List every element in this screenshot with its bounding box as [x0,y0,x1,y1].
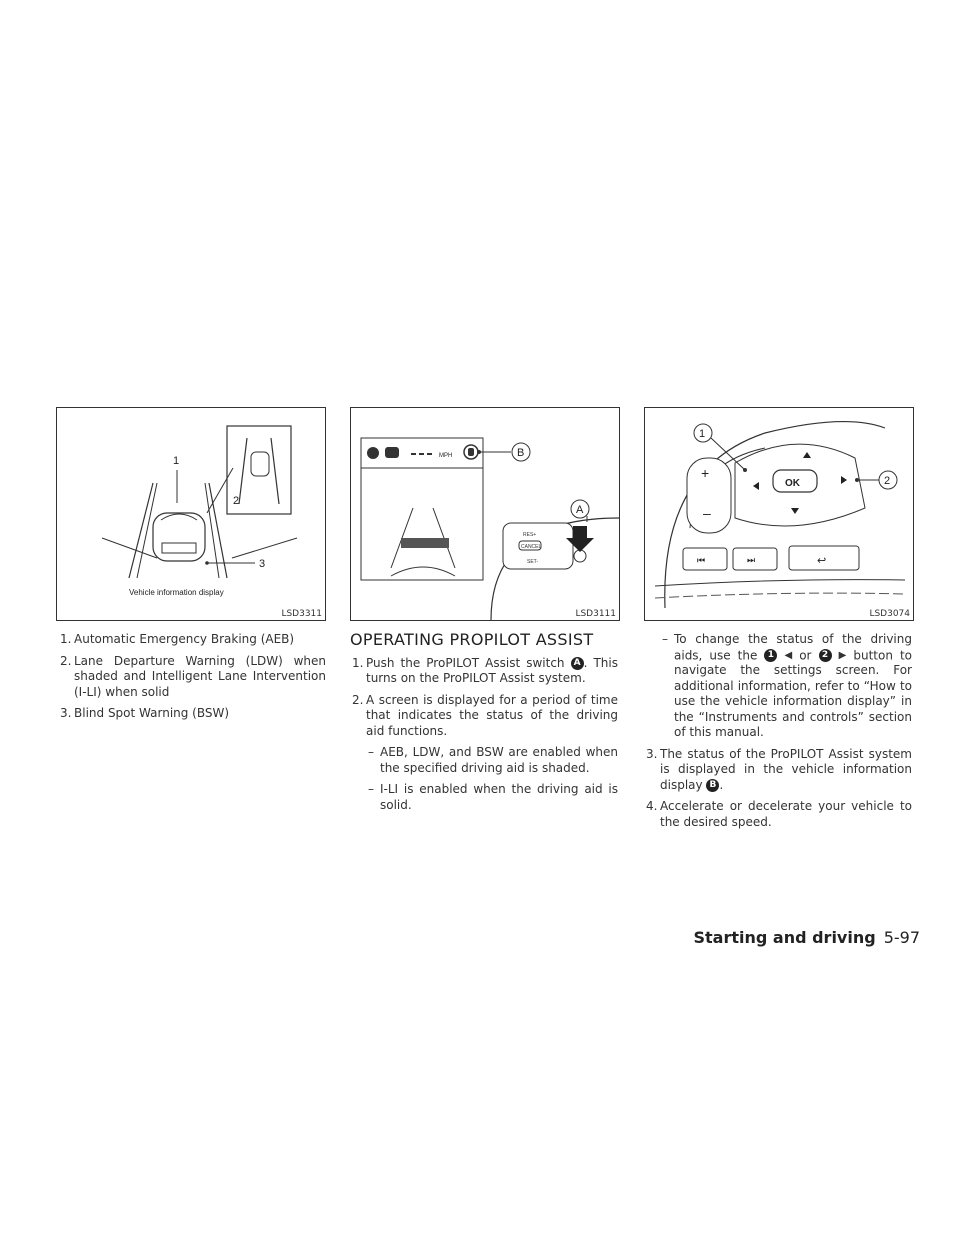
step-4 [644,799,912,830]
figure-code: LSD3074 [869,609,910,619]
step-text-after: . This turns on the ProPILOT Assist system. [366,655,618,685]
ref-badge-2: 2 [819,649,832,662]
operating-section [350,632,618,819]
svg-text:–: – [703,505,711,521]
step-1 [350,656,618,687]
step-text: Push the ProPILOT Assist switch [366,655,565,670]
item-text: Lane Departure Warning (LDW) when shaded and Intelligent Lane Intervention (I-LI) when solid [74,653,326,699]
footer-section: Starting and driving [693,928,876,947]
item-text: Blind Spot Warning (BSW) [74,706,230,720]
callout-b: B [517,447,525,459]
callout-3: 3 [259,558,266,570]
figure-steering-buttons [644,407,914,621]
figure-propilot-switch [350,407,620,621]
sub-text: AEB, LDW, and BSW are enabled when the specified driving aid is shaded. [380,745,618,775]
item-number: 2. [60,653,72,668]
switch-res: RES+ [523,532,537,538]
switch-set: SET- [527,559,539,565]
step-3 [644,747,912,794]
continued-section [644,632,912,836]
svg-text:↩: ↩ [817,554,827,567]
svg-text:+: + [701,465,710,481]
right-arrow-icon: ▶ [838,649,847,661]
switch-cancel: CANCEL [521,544,542,550]
sub-item: – AEB, LDW, and BSW are enabled when the specified driving aid is shaded. [368,745,618,775]
steering-buttons-illustration [645,408,913,620]
step-text: Accelerate or decelerate your vehicle to the desired speed. [660,799,912,829]
propilot-switch-illustration [351,408,619,620]
sub-item: – I-LI is enabled when the driving aid is solid. [368,782,618,812]
sub-text: I-LI is enabled when the driving aid is solid. [380,782,618,812]
sub-or: or [799,647,812,662]
display-speed-unit: MPH [439,453,453,459]
step-number: 2. [352,692,364,707]
step-text: A screen is displayed for a period of time that indicates the status of the driving aid functions. [366,692,618,738]
ok-button-label: OK [785,478,800,489]
item-number: 1. [60,632,72,646]
ref-badge-1: 1 [764,649,777,662]
callout-1: 1 [173,455,180,467]
list-item [58,632,326,648]
step-2 [350,693,618,740]
callout-2: 2 [884,475,891,487]
footer-page-number: 5-97 [883,928,920,947]
sub-text-cont: button to navigate the settings screen. For additional information, refer to “How to use the vehicle information display” in the “Instruments and controls” section of this manual. [674,647,913,740]
lane-display-illustration [57,408,325,620]
callout-1: 1 [699,428,706,440]
sub-text: To change the status of the driving aids, use the [674,632,912,662]
page-footer [693,928,920,947]
step-number: 4. [646,799,658,814]
step-text: The status of the ProPILOT Assist system is displayed in the vehicle information display [660,746,912,792]
step-number: 1. [352,655,364,670]
svg-text:⏮: ⏮ [697,556,706,566]
svg-text:⏭: ⏭ [747,556,756,566]
step-text-after: . [719,777,724,792]
list-item [58,654,326,701]
ref-badge-a: A [571,657,584,670]
callout-a: A [576,504,584,516]
left-arrow-icon: ◀ [784,649,793,661]
figure-code: LSD3311 [281,609,322,619]
legend-list [58,632,326,728]
list-item [58,706,326,722]
section-heading: OPERATING PROPILOT ASSIST [350,630,594,649]
step-number: 3. [646,746,658,761]
callout-2: 2 [233,495,240,507]
item-number: 3. [60,706,72,720]
figure-lane-display [56,407,326,621]
ref-badge-b: B [706,779,719,792]
item-text: Automatic Emergency Braking (AEB) [74,632,295,646]
figure-code: LSD3111 [575,609,616,619]
figure-caption: Vehicle information display [129,588,224,597]
sub-item: – To change the status of the driving aids, use the 1 ◀ or 2 ▶ button to navigate the settings screen. For additional information, refer to “How to use the vehicle information display” in the “Instruments and controls” section of this manual. [662,632,913,740]
